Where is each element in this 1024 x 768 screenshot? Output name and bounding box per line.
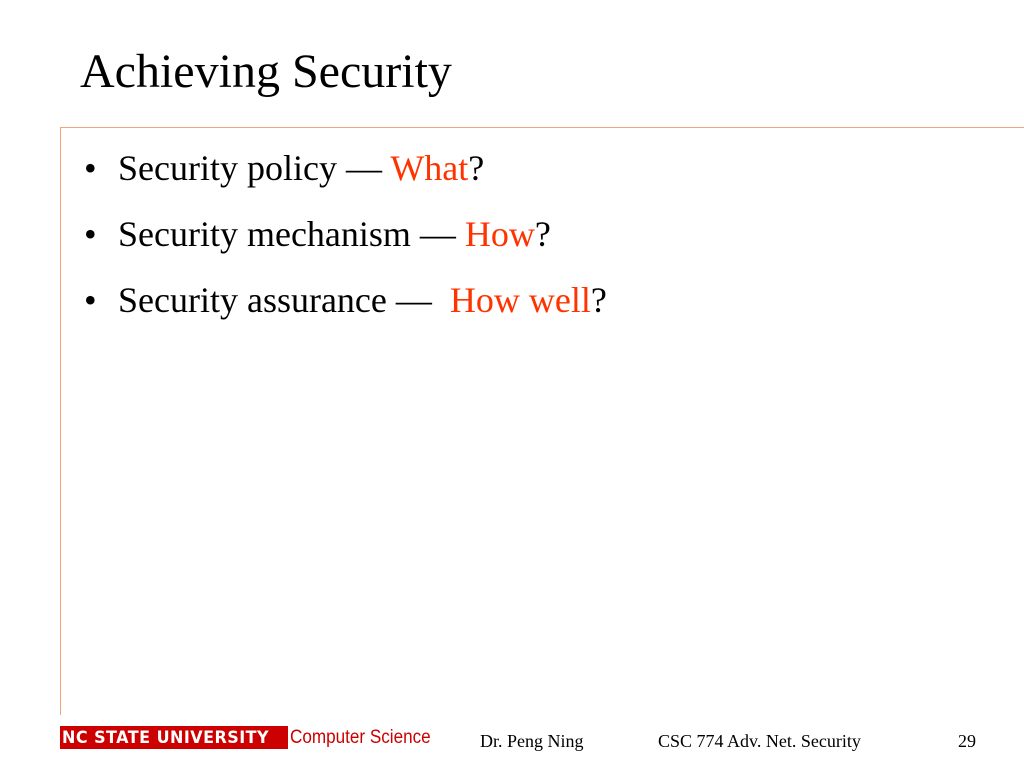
- bullet-item-assurance: [84, 278, 607, 322]
- left-margin-line: [60, 127, 61, 715]
- bullet-suffix: ?: [534, 214, 551, 254]
- bullet-item-mechanism: [84, 212, 607, 256]
- slide-title: Achieving Security: [80, 45, 452, 98]
- university-logo: [60, 726, 288, 749]
- bullet-text: Security mechanism —: [118, 214, 465, 254]
- bullet-emphasis: How: [464, 214, 535, 254]
- footer-course: CSC 774 Adv. Net. Security: [658, 731, 861, 751]
- bullet-dot-icon: •: [84, 280, 97, 320]
- bullet-suffix: ?: [468, 148, 485, 188]
- bullet-item-policy: [84, 146, 607, 190]
- bullet-text: Security policy —: [118, 148, 391, 188]
- bullet-dot-icon: •: [84, 214, 97, 254]
- title-divider-line: [60, 127, 1024, 128]
- bullet-text: Security assurance —: [118, 280, 450, 320]
- bullet-emphasis: What: [390, 148, 469, 188]
- footer-author: Dr. Peng Ning: [480, 731, 584, 751]
- bullet-suffix: ?: [590, 280, 607, 320]
- bullet-emphasis: How well: [449, 280, 591, 320]
- bullet-dot-icon: •: [84, 148, 97, 188]
- page-number: 29: [958, 731, 976, 751]
- university-logo-text: NC STATE UNIVERSITY: [62, 727, 270, 748]
- bullet-list: [84, 146, 607, 344]
- department-name: Computer Science: [290, 727, 431, 748]
